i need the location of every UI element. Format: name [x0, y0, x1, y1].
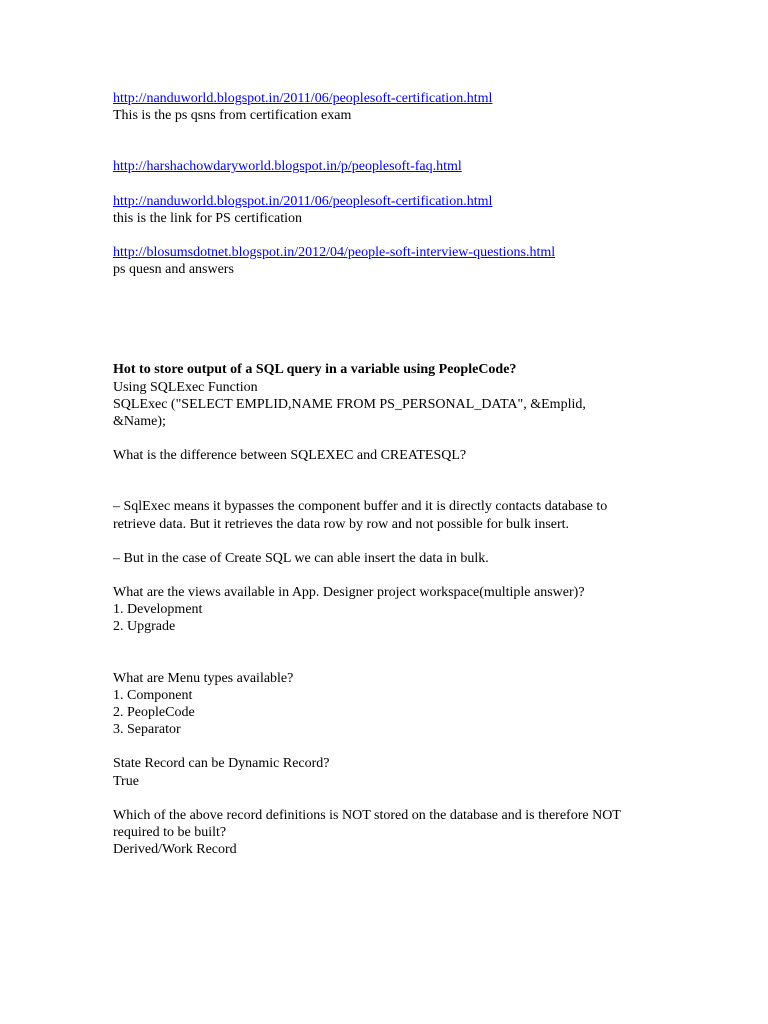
question-record-definitions: Which of the above record definitions is NOT stored on the database and is therefore NOT required to be built?	[113, 807, 621, 841]
link-note-4: ps quesn and answers	[113, 262, 234, 278]
link-blosumsdotnet-interview[interactable]: http://blosumsdotnet.blogspot.in/2012/04/people-soft-interview-questions.html	[113, 245, 556, 261]
answer-code-line: SQLExec ("SELECT EMPLID,NAME FROM PS_PERSONAL_DATA", &Emplid,	[113, 396, 586, 412]
answer-code-line: &Name);	[113, 414, 166, 430]
answer-line: True	[113, 773, 139, 789]
answer-paragraph-createsql: – But in the case of Create SQL we can able insert the data in bulk.	[113, 550, 489, 566]
answer-paragraph-sqlexec: – SqlExec means it bypasses the component buffer and it is directly contacts database to retrieve data. But it retrieves the data row by row and not possible for bulk insert.	[113, 499, 608, 532]
list-item: 1. Development	[113, 602, 203, 618]
document-page	[113, 90, 653, 858]
link-harshachowdary-faq[interactable]: http://harshachowdaryworld.blogspot.in/p/peoplesoft-faq.html	[113, 159, 462, 175]
question-views-available: What are the views available in App. Designer project workspace(multiple answer)?	[113, 585, 585, 601]
question-sqlexec-vs-createsql: What is the difference between SQLEXEC and CREATESQL?	[113, 448, 467, 464]
answer-line: Using SQLExec Function	[113, 379, 258, 395]
question-state-record: State Record can be Dynamic Record?	[113, 756, 330, 772]
link-note-1: This is the ps qsns from certification exam	[113, 108, 352, 124]
list-item: 1. Component	[113, 687, 193, 703]
list-item: 3. Separator	[113, 722, 181, 738]
link-note-3: this is the link for PS certification	[113, 210, 302, 226]
question-menu-types: What are Menu types available?	[113, 670, 294, 686]
answer-line: Derived/Work Record	[113, 842, 237, 858]
link-nanduworld-certification-2[interactable]: http://nanduworld.blogspot.in/2011/06/peoplesoft-certification.html	[113, 193, 493, 209]
link-nanduworld-certification-1[interactable]: http://nanduworld.blogspot.in/2011/06/peoplesoft-certification.html	[113, 91, 493, 106]
list-item: 2. Upgrade	[113, 619, 176, 635]
question-heading-sql-output: Hot to store output of a SQL query in a variable using PeopleCode?	[113, 362, 517, 378]
list-item: 2. PeopleCode	[113, 705, 195, 721]
